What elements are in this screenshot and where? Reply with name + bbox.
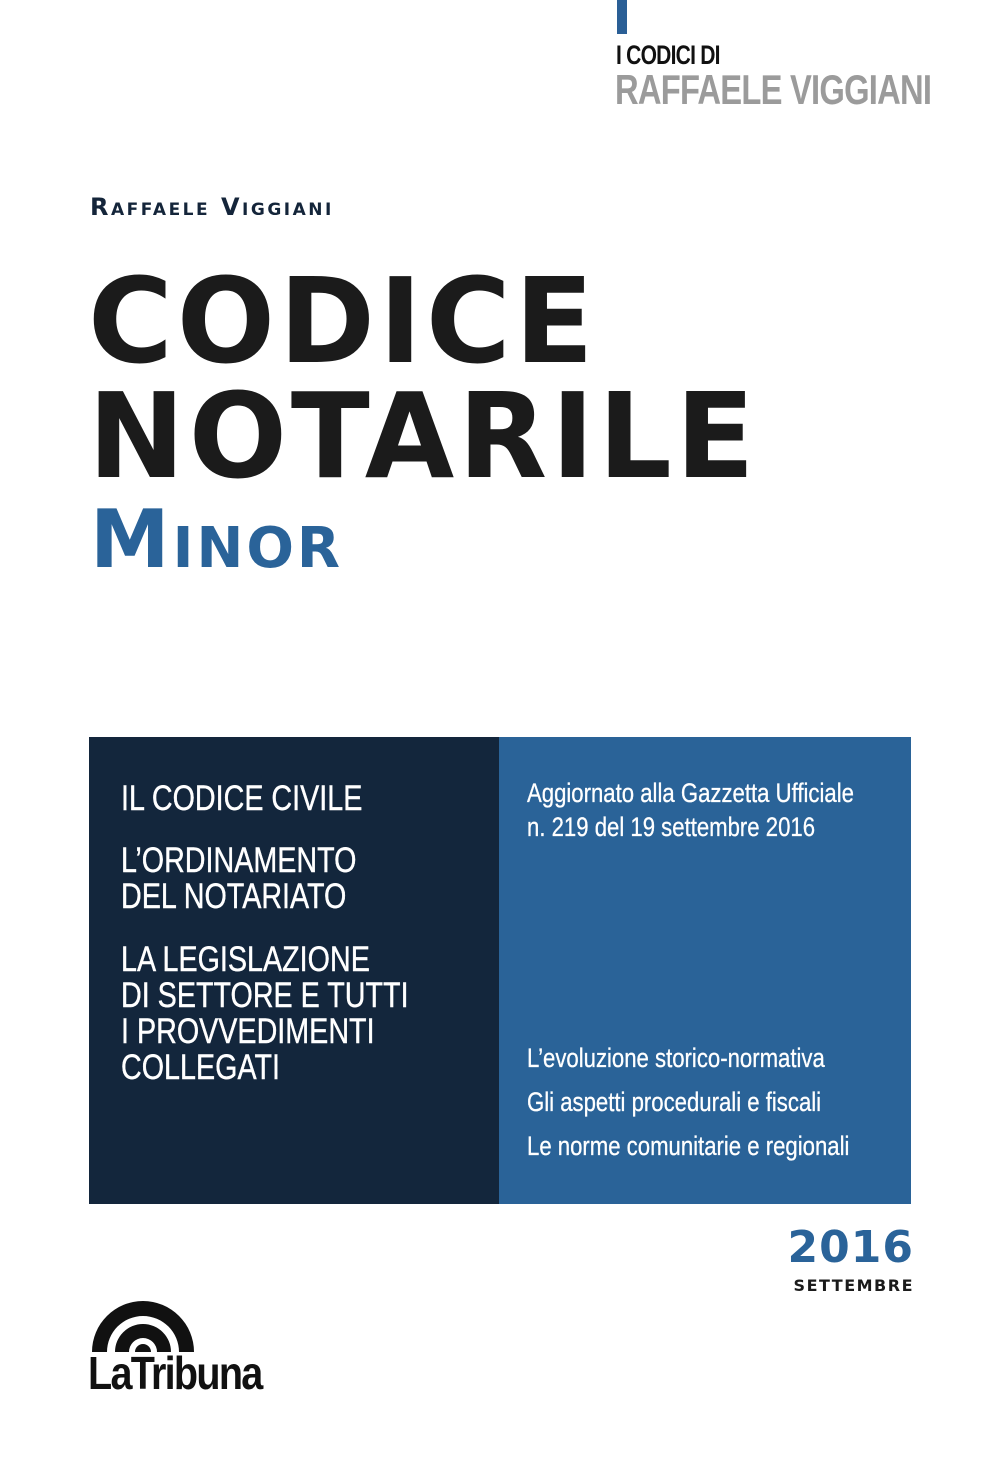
features-list [527,1036,849,1168]
contents-item-ordinamento: L’ORDINAMENTO DEL NOTARIATO [121,841,357,916]
edition-year: 2016 [787,1222,914,1273]
feature-item: Gli aspetti procedurali e fiscali [527,1087,822,1117]
contents-item-codice-civile: IL CODICE CIVILE [121,779,363,818]
book-author: Raffaele Viggiani [90,193,334,221]
update-note: Aggiornato alla Gazzetta Ufficiale n. 219 del 19 settembre 2016 [527,778,854,842]
edition-month: SETTEMBRE [793,1276,914,1295]
feature-item: Le norme comunitarie e regionali [527,1131,850,1161]
book-title-line-1: CODICE [88,252,598,390]
publisher-name: LaTribuna [88,1347,262,1399]
series-author: RAFFAELE VIGGIANI [615,66,932,113]
series-label: I CODICI DI [616,40,720,70]
book-subtitle: Minor [90,493,344,586]
contents-item-legislazione: LA LEGISLAZIONE DI SETTORE E TUTTI I PROVVEDIMENTI COLLEGATI [121,940,409,1087]
broadcast-arcs-icon [88,1296,198,1352]
series-accent-bar [617,0,627,34]
book-title-line-2: NOTARILE [88,367,759,505]
feature-item: L’evoluzione storico-normativa [527,1043,825,1073]
